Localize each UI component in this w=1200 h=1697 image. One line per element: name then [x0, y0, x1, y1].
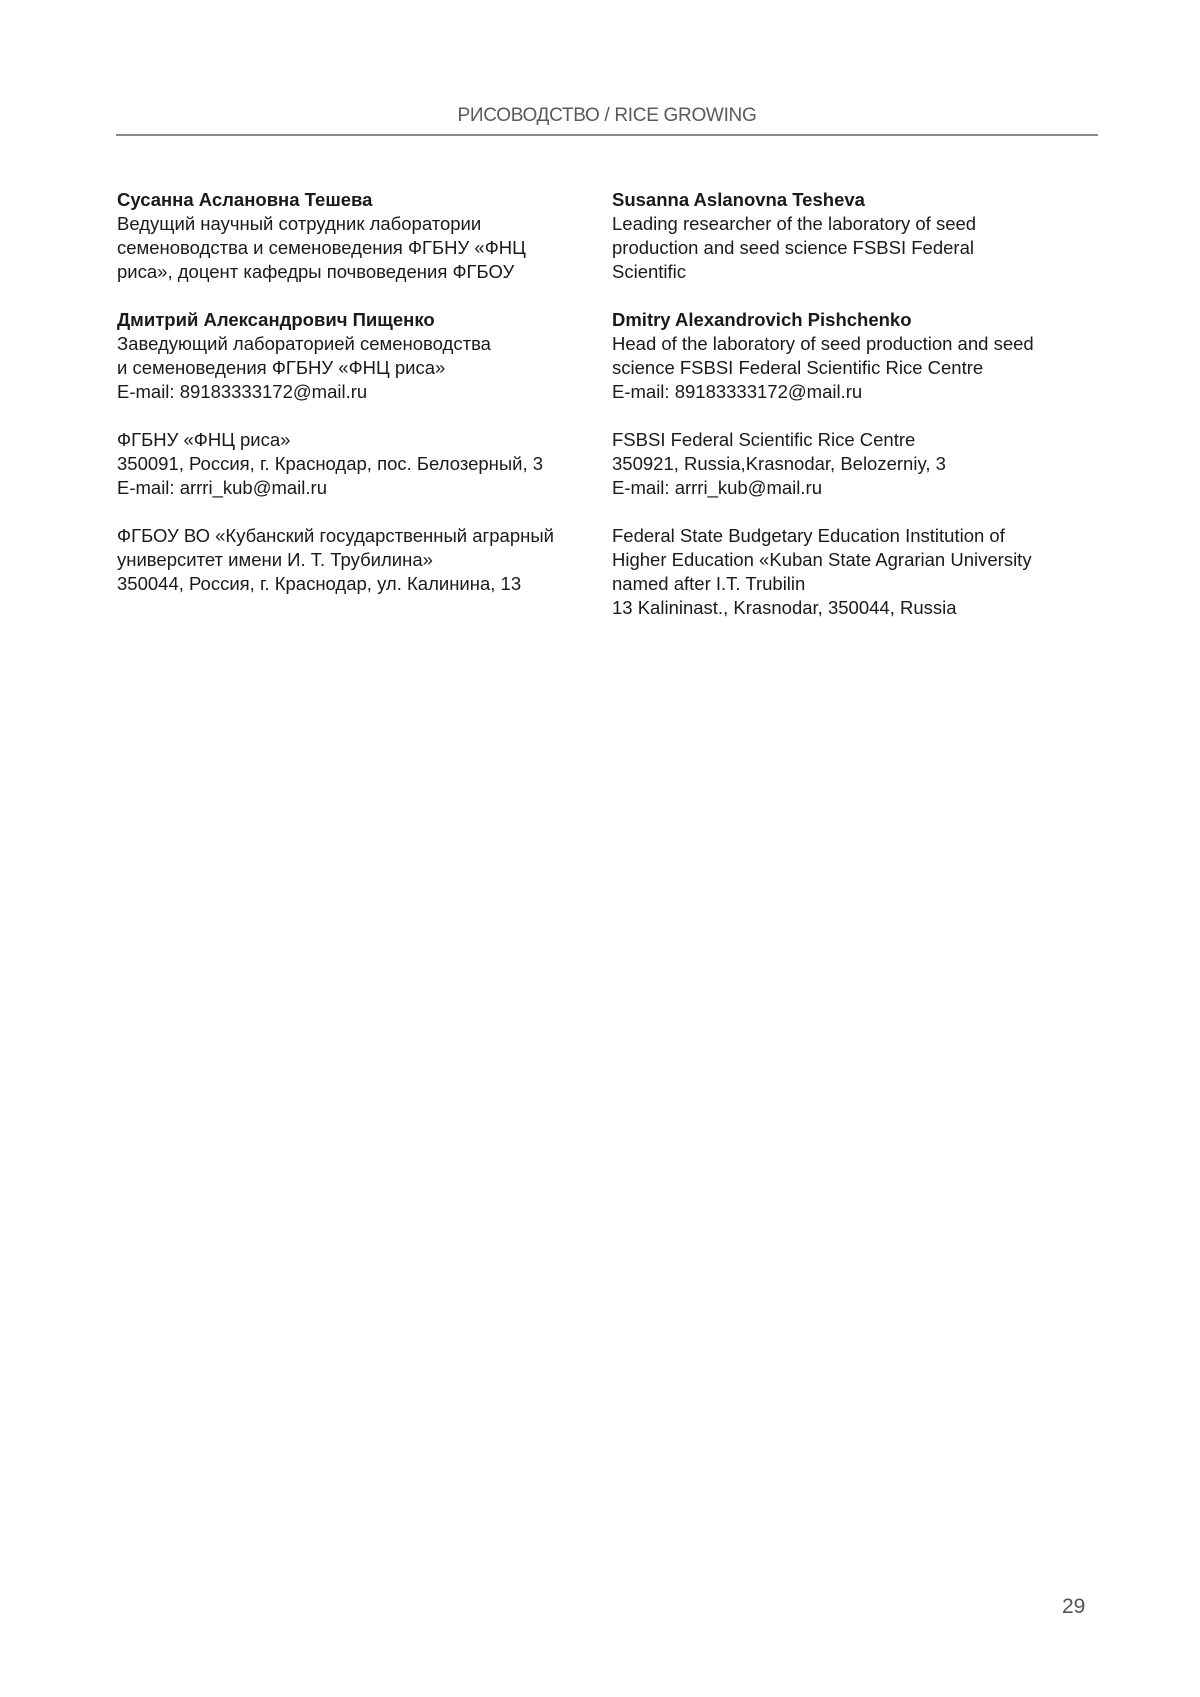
- ru-author-2: [117, 308, 607, 404]
- en-author-1: [612, 188, 1102, 284]
- affiliation-address: 13 Kalininast., Krasnodar, 350044, Russia: [612, 597, 957, 618]
- affiliation-address: 350091, Россия, г. Краснодар, пос. Белозерный, 3: [117, 453, 544, 474]
- author-name: Susanna Aslanovna Tesheva: [612, 189, 865, 210]
- affiliation-name: named after I.T. Trubilin: [612, 573, 806, 594]
- affiliation-email: E-mail: arrri_kub@mail.ru: [117, 477, 327, 498]
- affiliation-name: ФГБОУ ВО «Кубанский государственный аграрный: [117, 525, 554, 546]
- header-rule: [116, 134, 1098, 136]
- affiliation-name: Federal State Budgetary Education Institution of: [612, 525, 1005, 546]
- author-position-line: Заведующий лабораторией семеноводства: [117, 333, 491, 354]
- author-name: Dmitry Alexandrovich Pishchenko: [612, 309, 912, 330]
- running-header: РИСОВОДСТВО / RICE GROWING: [457, 105, 757, 126]
- affiliation-email: E-mail: arrri_kub@mail.ru: [612, 477, 822, 498]
- en-author-2: [612, 308, 1102, 404]
- en-affiliation-2: [612, 524, 1102, 620]
- author-position-line: Leading researcher of the laboratory of seed: [612, 213, 977, 234]
- affiliation-name: Higher Education «Kuban State Agrarian University: [612, 549, 1032, 570]
- author-position-line: и семеноведения ФГБНУ «ФНЦ риса»: [117, 357, 446, 378]
- author-position-line: Ведущий научный сотрудник лаборатории: [117, 213, 482, 234]
- russian-column: [117, 188, 607, 596]
- author-position-line: риса», доцент кафедры почвоведения ФГБОУ: [117, 261, 515, 282]
- affiliation-name: университет имени И. Т. Трубилина»: [117, 549, 433, 570]
- affiliation-address: 350044, Россия, г. Краснодар, ул. Калинина, 13: [117, 573, 522, 594]
- ru-affiliation-2: [117, 524, 607, 596]
- author-name: Сусанна Аслановна Тешева: [117, 189, 373, 210]
- author-email: E-mail: 89183333172@mail.ru: [612, 381, 863, 402]
- affiliation-address: 350921, Russia,Krasnodar, Belozerniy, 3: [612, 453, 946, 474]
- en-affiliation-1: [612, 428, 1102, 500]
- english-column: [612, 188, 1102, 620]
- author-position-line: семеноводства и семеноведения ФГБНУ «ФНЦ: [117, 237, 526, 258]
- author-position-line: Scientific: [612, 261, 687, 282]
- author-position-line: production and seed science FSBSI Federal: [612, 237, 974, 258]
- author-name: Дмитрий Александрович Пищенко: [117, 309, 435, 330]
- ru-affiliation-1: [117, 428, 607, 500]
- page-number: 29: [1062, 1595, 1086, 1618]
- author-email: E-mail: 89183333172@mail.ru: [117, 381, 368, 402]
- author-position-line: Head of the laboratory of seed production and seed: [612, 333, 1034, 354]
- affiliation-name: ФГБНУ «ФНЦ риса»: [117, 429, 291, 450]
- ru-author-1: [117, 188, 607, 284]
- affiliation-name: FSBSI Federal Scientific Rice Centre: [612, 429, 916, 450]
- author-position-line: science FSBSI Federal Scientific Rice Centre: [612, 357, 984, 378]
